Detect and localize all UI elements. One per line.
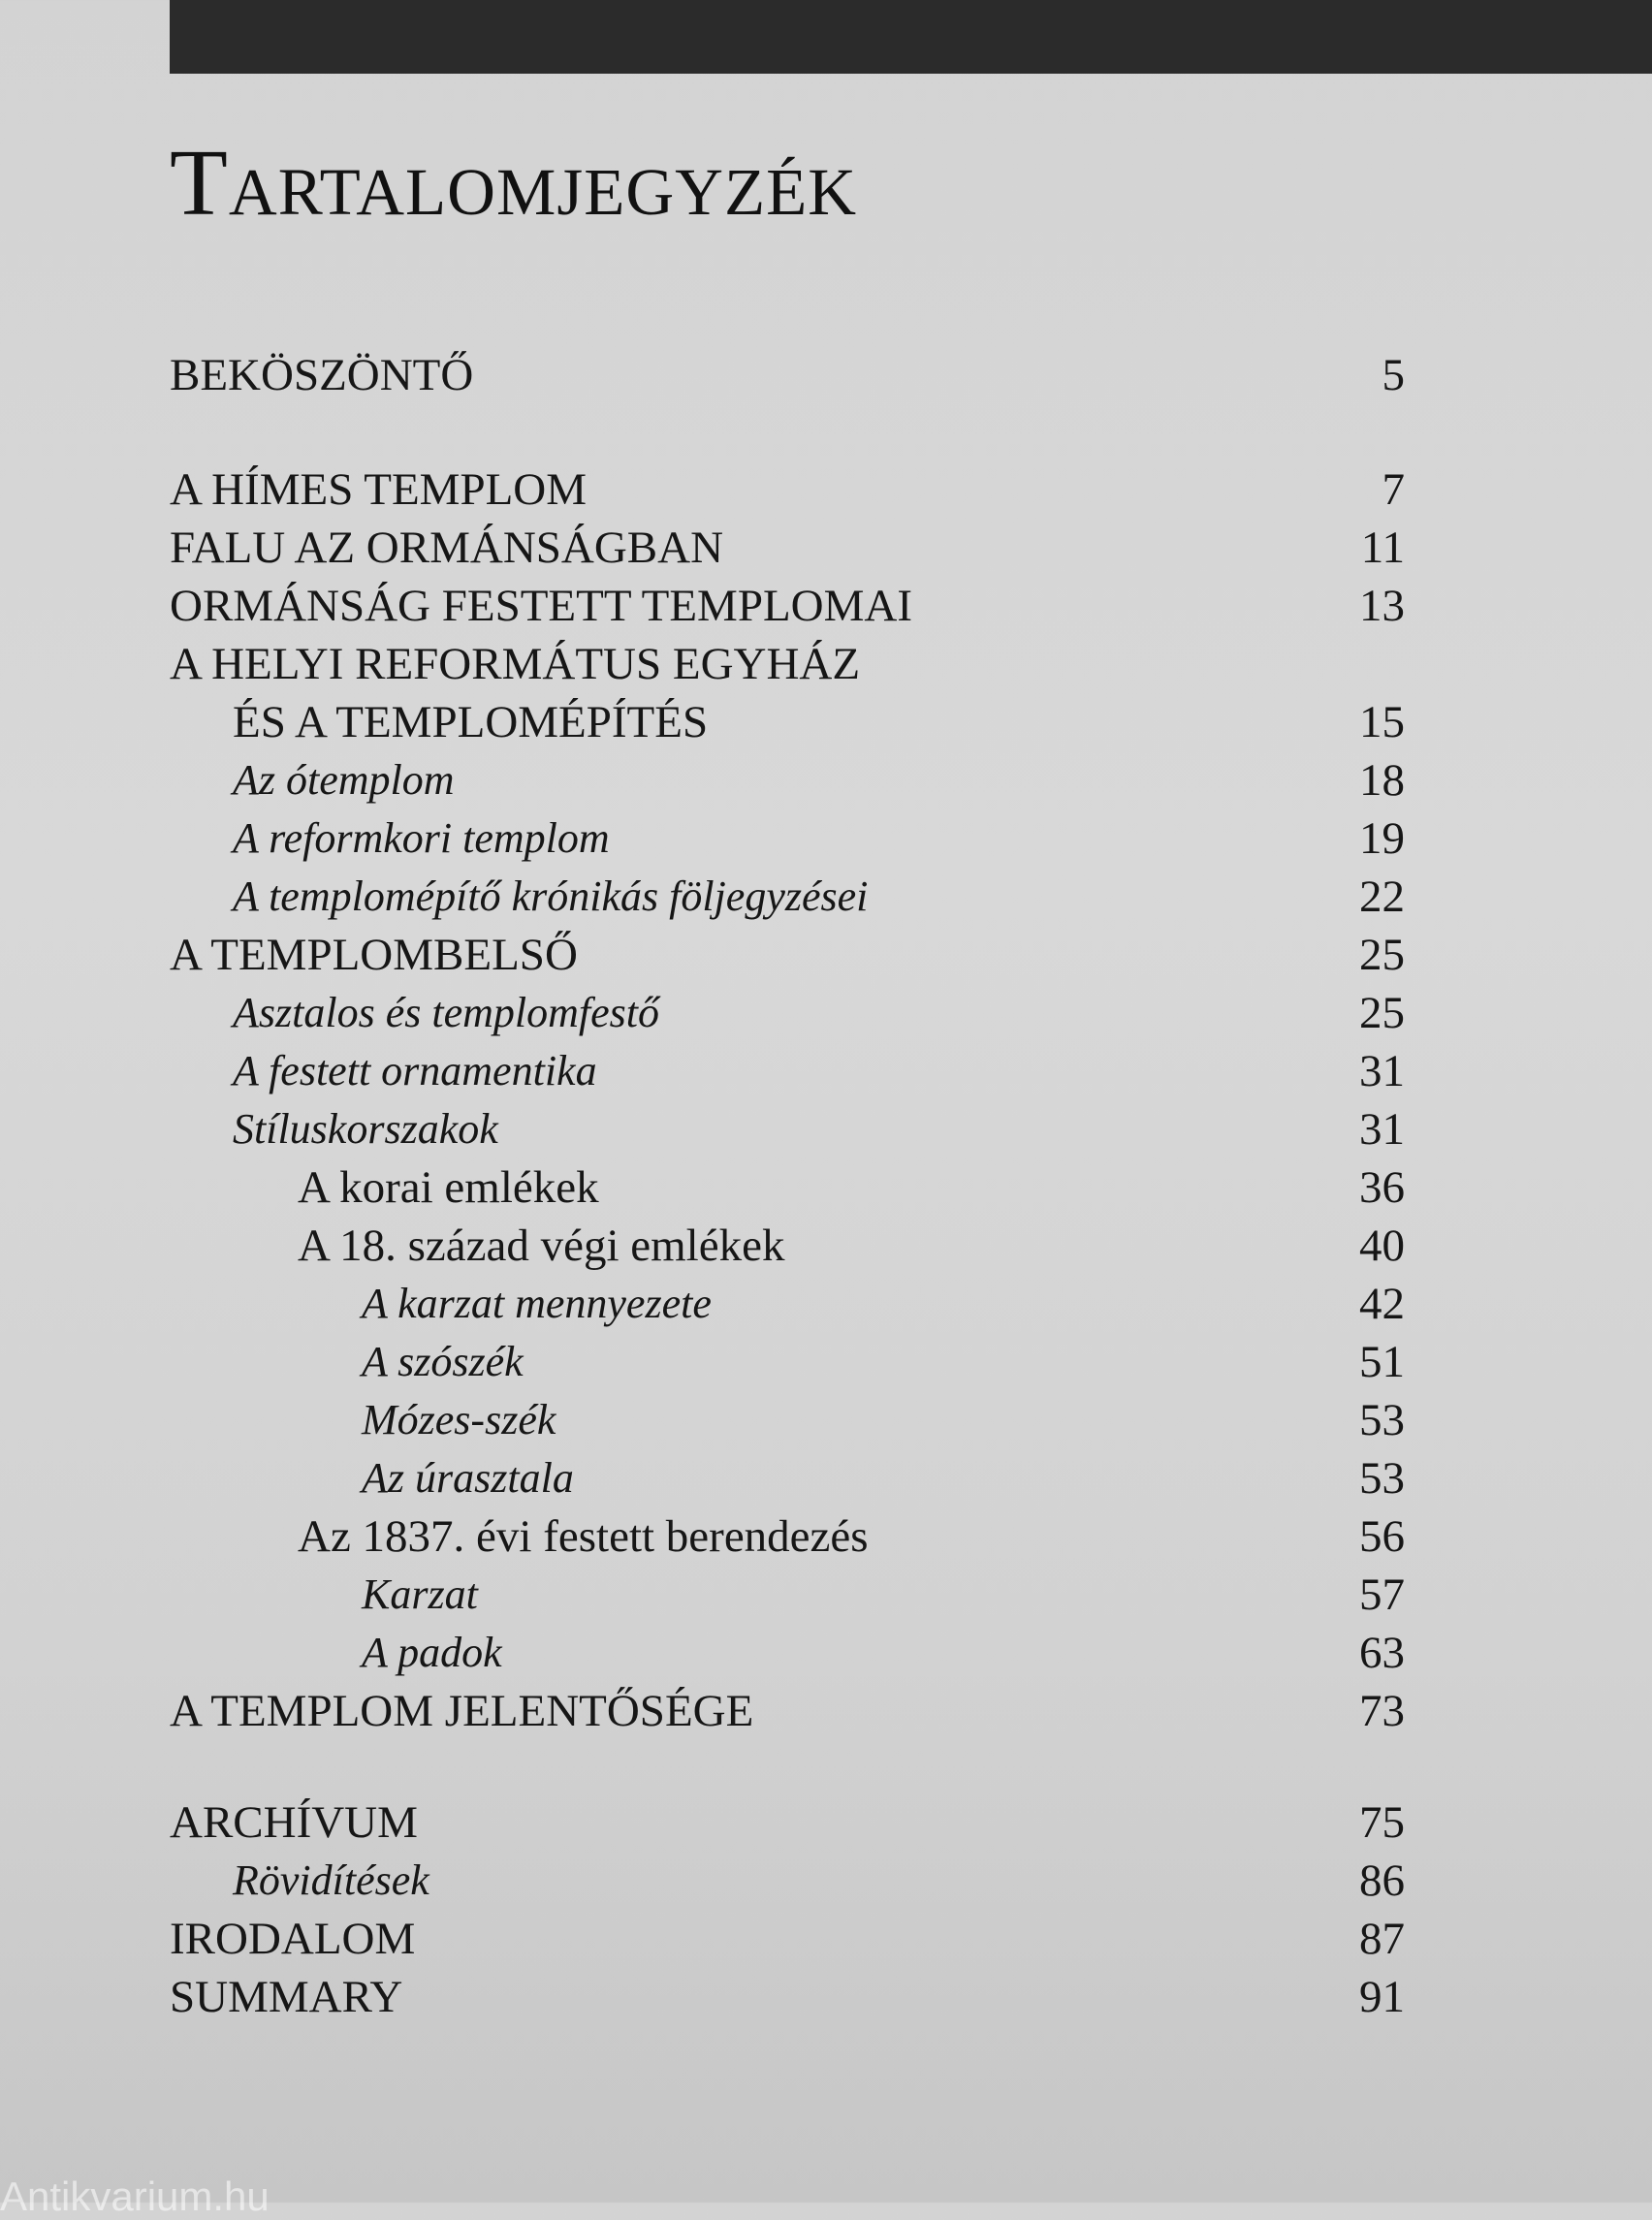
toc-entry-title: Az úrasztala xyxy=(362,1454,574,1502)
toc-entry-page-number: 13 xyxy=(1359,581,1405,631)
top-dark-band xyxy=(170,0,1652,74)
toc-entry-page-number: 73 xyxy=(1359,1686,1405,1736)
toc-entry xyxy=(0,1624,1652,1682)
toc-entry xyxy=(0,1852,1652,1910)
toc-entry xyxy=(0,1968,1652,2026)
toc-entry-title: A HELYI REFORMÁTUS EGYHÁZ xyxy=(170,639,861,689)
toc-entry-title: A templomépítő krónikás följegyzései xyxy=(233,872,869,920)
toc-entry xyxy=(0,751,1652,809)
toc-entry-page-number: 25 xyxy=(1359,988,1405,1038)
toc-entry-page-number: 53 xyxy=(1359,1395,1405,1445)
toc-entry-page-number: 75 xyxy=(1359,1797,1405,1848)
toc-entry xyxy=(0,926,1652,984)
toc-entry-page-number: 36 xyxy=(1359,1162,1405,1213)
toc-entry xyxy=(0,984,1652,1042)
toc-entry-page-number: 57 xyxy=(1359,1570,1405,1620)
toc-entry-page-number: 22 xyxy=(1359,872,1405,922)
toc-entry xyxy=(0,868,1652,926)
toc-entry xyxy=(0,1333,1652,1391)
toc-entry xyxy=(0,1566,1652,1624)
toc-entry-page-number: 40 xyxy=(1359,1221,1405,1271)
toc-entry-page-number: 5 xyxy=(1382,350,1405,400)
toc-entry xyxy=(0,1217,1652,1275)
toc-entry-page-number: 91 xyxy=(1359,1972,1405,2022)
toc-entry xyxy=(0,577,1652,635)
toc-entry xyxy=(0,346,1652,404)
toc-entry-title: A TEMPLOMBELSŐ xyxy=(170,930,578,980)
toc-entry xyxy=(0,809,1652,868)
toc-entry-title: A korai emlékek xyxy=(298,1162,599,1213)
toc-entry-title: Az 1837. évi festett berendezés xyxy=(298,1511,869,1562)
toc-entry-page-number: 11 xyxy=(1360,523,1405,573)
toc-entry xyxy=(0,1449,1652,1507)
toc-entry-page-number: 53 xyxy=(1359,1453,1405,1504)
toc-entry-title: Stíluskorszakok xyxy=(233,1105,498,1153)
toc-entry xyxy=(0,693,1652,751)
toc-entry-title: A HÍMES TEMPLOM xyxy=(170,464,588,515)
toc-entry-page-number: 31 xyxy=(1359,1104,1405,1155)
toc-entry xyxy=(0,460,1652,519)
toc-entry xyxy=(0,1910,1652,1968)
toc-entry xyxy=(0,1793,1652,1852)
toc-entry xyxy=(0,1682,1652,1740)
toc-entry-title: A padok xyxy=(362,1629,502,1676)
toc-entry-page-number: 56 xyxy=(1359,1511,1405,1562)
toc-entry-page-number: 15 xyxy=(1359,697,1405,747)
watermark: Antikvarium.hu xyxy=(0,2173,270,2219)
toc-entry-title: ÉS A TEMPLOMÉPÍTÉS xyxy=(233,697,709,747)
toc-entry xyxy=(0,1042,1652,1100)
toc-entry-page-number: 19 xyxy=(1359,813,1405,864)
toc-entry-page-number: 63 xyxy=(1359,1628,1405,1678)
toc-entry-title: A szószék xyxy=(362,1338,524,1385)
toc-entry-title: Mózes-szék xyxy=(362,1396,556,1443)
toc-entry-title: ORMÁNSÁG FESTETT TEMPLOMAI xyxy=(170,581,912,631)
toc-entry xyxy=(0,1391,1652,1449)
toc-entry-page-number: 7 xyxy=(1382,464,1405,515)
toc-entry xyxy=(0,635,1652,693)
toc-entry-title: IRODALOM xyxy=(170,1914,416,1964)
toc-entry-title: SUMMARY xyxy=(170,1972,403,2022)
toc-entry-title: Asztalos és templomfestő xyxy=(233,989,659,1036)
toc-entry-title: ARCHÍVUM xyxy=(170,1797,418,1848)
toc-entry-page-number: 87 xyxy=(1359,1914,1405,1964)
toc-entry-title: A 18. század végi emlékek xyxy=(298,1221,785,1271)
toc-entry-page-number: 51 xyxy=(1359,1337,1405,1387)
toc-entry-title: FALU AZ ORMÁNSÁGBAN xyxy=(170,523,724,573)
toc-entry-title: Rövidítések xyxy=(233,1856,429,1904)
toc-entry-page-number: 42 xyxy=(1359,1279,1405,1329)
toc-entry xyxy=(0,1100,1652,1158)
toc-entry-title: A festett ornamentika xyxy=(233,1047,597,1094)
toc-entry xyxy=(0,1275,1652,1333)
toc-entry xyxy=(0,1507,1652,1566)
toc-entry-page-number: 25 xyxy=(1359,930,1405,980)
toc-entry-title: A karzat mennyezete xyxy=(362,1280,712,1327)
toc-entry-page-number: 31 xyxy=(1359,1046,1405,1096)
toc-entry-title: Karzat xyxy=(362,1570,478,1618)
page-title: Tartalomjegyzék xyxy=(170,131,858,236)
toc-entry-title: BEKÖSZÖNTŐ xyxy=(170,350,474,400)
toc-entry xyxy=(0,519,1652,577)
toc-entry-page-number: 18 xyxy=(1359,755,1405,806)
toc-entry-title: Az ótemplom xyxy=(233,756,455,804)
toc-entry-title: A reformkori templom xyxy=(233,814,610,862)
toc-entry-title: A TEMPLOM JELENTŐSÉGE xyxy=(170,1686,754,1736)
toc-entry xyxy=(0,1158,1652,1217)
toc-entry-page-number: 86 xyxy=(1359,1855,1405,1906)
